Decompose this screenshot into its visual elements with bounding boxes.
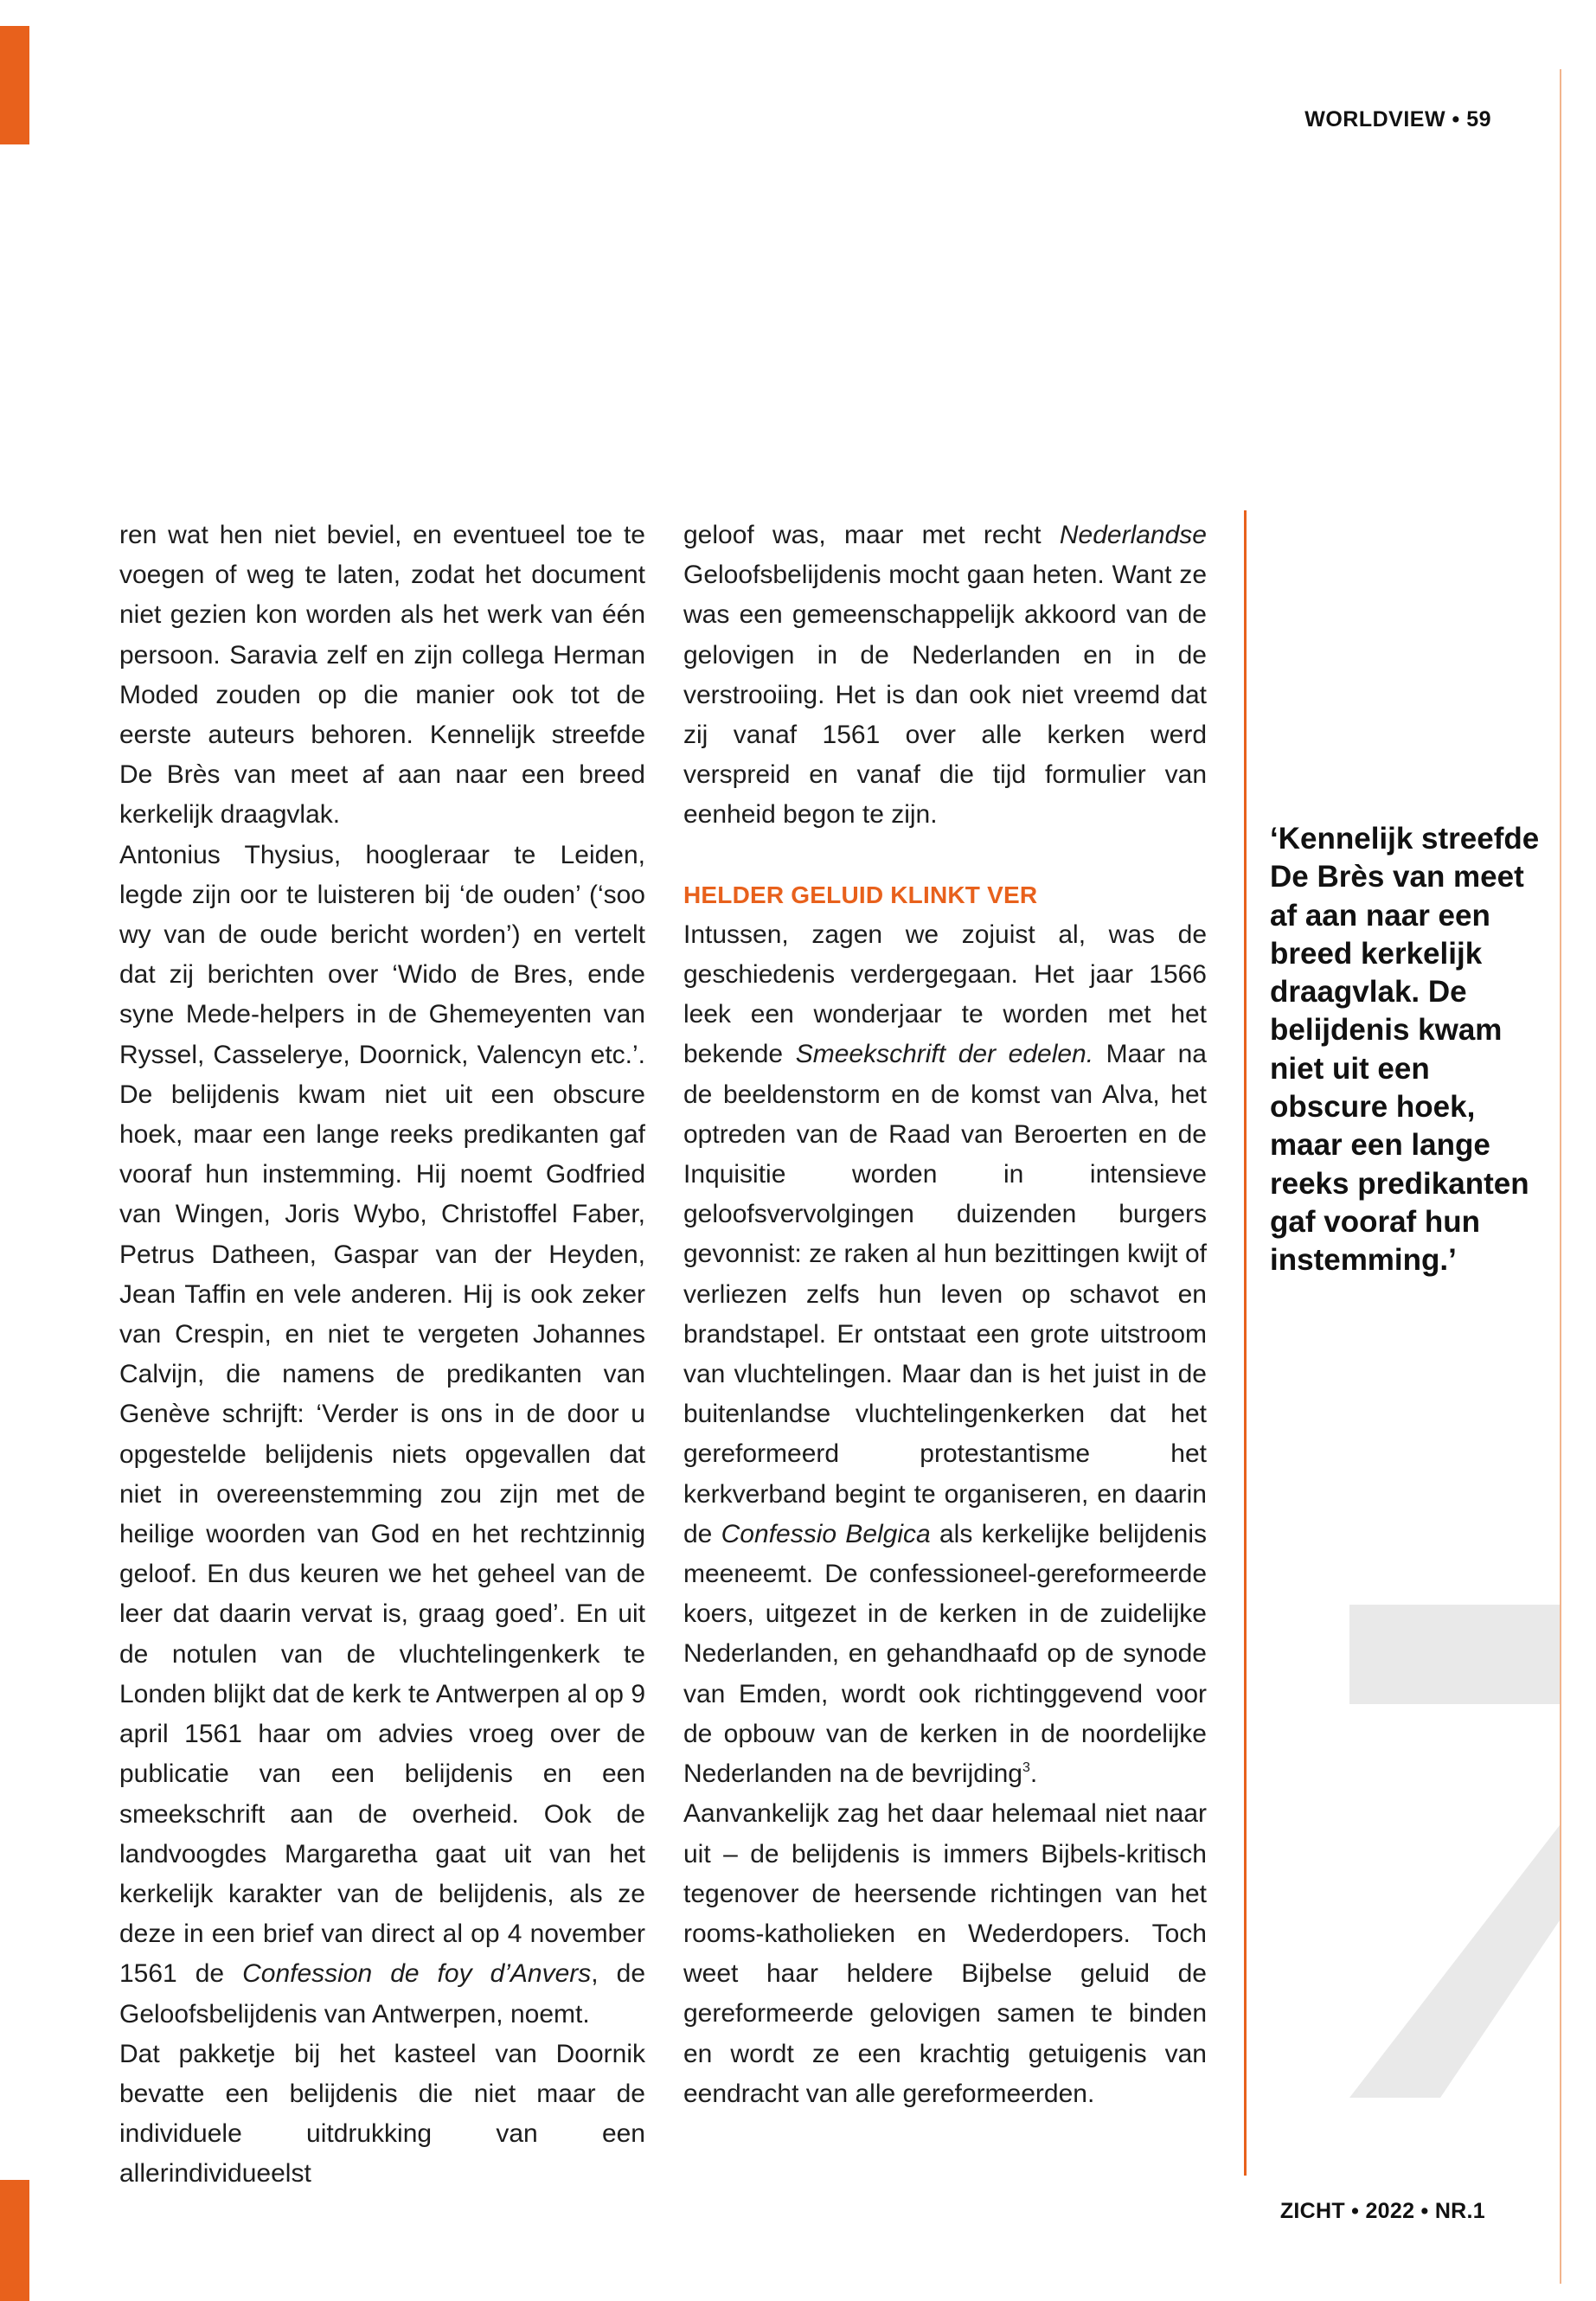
- section-subheading: HELDER GELUID KLINKT VER: [683, 881, 1038, 908]
- paragraph: Dat pakketje bij het kasteel van Doornik bevatte een belijdenis die niet maar de individuele uitdrukking van een allerindividueelst: [119, 2039, 645, 2189]
- running-head: WORLDVIEW • 59: [1304, 107, 1491, 131]
- italic-title: Smeekschrift der edelen.: [795, 1040, 1094, 1069]
- text-run: Antonius Thysius, hoogleraar te Leiden, legde zijn oor te luisteren bij ‘de ouden’ (‘soo wy van de oude bericht worden’) en vertelt dat zij berichten over ‘Wido de Bres, ende syne Mede-helpers in de Ghemeyenten van Ryssel, Casselerye, Doornick, Valencyn etc.’. De belijdenis kwam niet uit een obscure hoek, maar een lange reeks predikanten gaf vooraf hun instemming. Hij noemt Godfried van Wingen, Joris Wybo, Christoffel Faber, Petrus Datheen, Gaspar van der Heyden, Jean Taffin en vele anderen. Hij is ook zeker van Crespin, en niet te vergeten Johannes Calvijn, die namens de predikanten van Genève schrijft: ‘Verder is ons in de door u opgestelde belijdenis niets opgevallen dat niet in overeenstemming zou zijn met de heilige woorden van God en het rechtzinnig geloof. En dus keuren we het geheel van de leer dat daarin vervat is, graag goed’. En uit de notulen van de vluchtelingenkerk te Londen blijkt dat de kerk te Antwerpen al op 9 april 1561 haar om advies vroeg over de publicatie van een belijdenis en een smeekschrift aan de overheid. Ook de landvoogdes Margaretha gaat uit van het kerkelijk karakter van de belijdenis, als ze deze in een brief van direct al op 4 november 1561 de: [119, 840, 645, 1989]
- text-run: geloof was, maar met recht: [683, 521, 1060, 549]
- decorative-z-graphic: [1349, 1605, 1560, 2098]
- italic-title: Nederlandse: [1059, 521, 1207, 549]
- text-run: Geloofsbelijdenis mocht gaan heten. Want ze was een gemeenschappelijk akkoord van de gelovigen in de Nederlanden en in de verstrooiing. Het is dan ook niet vreemd dat zij vanaf 1561 over alle kerken werd verspreid en vanaf die tijd formulier van eenheid begon te zijn.: [683, 561, 1207, 830]
- paragraph: Aanvankelijk zag het daar helemaal niet naar uit – de belijdenis is immers Bijbels-kritisch tegenover de heersende richtingen van het rooms-katholieken en Wederdopers. Toch weet haar heldere Bijbelse geluid de gereformeerde gelovigen samen te binden en wordt ze een krachtig getuigenis van eendracht van alle gereformeerden.: [683, 1799, 1207, 2108]
- article-column-right: [683, 516, 1207, 2114]
- text-run: Maar na de beeldenstorm en de komst van Alva, het optreden van de Raad van Beroerten en de Inquisitie worden in intensieve geloofsvervolgingen duizenden burgers gevonnist: ze raken al hun bezittingen kwijt of verliezen zelfs hun leven op schavot en brandstapel. Er ontstaat een grote uitstroom van vluchtelingen. Maar dan is het juist in de buitenlandse vluchtelingenkerken dat het gereformeerd protestantisme het kerkverband begint te organiseren, en daarin de: [683, 1040, 1207, 1548]
- paragraph: [683, 915, 1207, 1794]
- text-run: als kerkelijke belijdenis meeneemt. De confessioneel-gereformeerde koers, uitgezet in de kerken in de zuidelijke Nederlanden, en gehandhaafd op de synode van Emden, wordt ook richtinggevend voor de opbouw van de kerken in de noordelijke Nederlanden na de bevrijding: [683, 1519, 1207, 1789]
- text-run: .: [1029, 1759, 1038, 1789]
- italic-title: Confession de foy d’Anvers: [242, 1959, 592, 1989]
- footnote-marker: 3: [1022, 1760, 1030, 1776]
- orange-edge-tab-bottom: [0, 2180, 29, 2301]
- pull-quote: ‘Kennelijk streefde De Brès van meet af aan naar een breed kerkelijk draagvlak. De belijdenis kwam niet uit een obscure hoek, maar een lange reeks predikanten gaf vooraf hun instemming.’: [1270, 822, 1540, 1278]
- decorative-z-icon: [1349, 1605, 1560, 2098]
- paragraph: ren wat hen niet beviel, en eventueel toe te voegen of weg te laten, zodat het document niet gezien kon worden als het werk van één persoon. Saravia zelf en zijn collega Herman Moded zouden op die manier ook tot de eerste auteurs behoren. Kennelijk streefde De Brès van meet af aan naar een breed kerkelijk draagvlak.: [119, 521, 645, 830]
- article-column-left: [119, 516, 645, 2195]
- pull-quote-rule: [1244, 510, 1247, 2176]
- paragraph-gap: [683, 836, 1207, 875]
- right-margin-rule: [1560, 69, 1561, 2284]
- paragraph: [119, 836, 645, 2035]
- folio-footer: ZICHT • 2022 • NR.1: [1279, 2199, 1485, 2223]
- paragraph: [683, 516, 1207, 836]
- orange-edge-tab-top: [0, 26, 29, 144]
- text-run: Intussen, zagen we zojuist al, was de geschiedenis verdergegaan. Het jaar 1566 leek een wonderjaar te worden met het bekende: [683, 920, 1207, 1069]
- text-run: , de Geloofsbelijdenis van Antwerpen, noemt.: [119, 1959, 645, 2029]
- italic-title: Confessio Belgica: [721, 1519, 931, 1548]
